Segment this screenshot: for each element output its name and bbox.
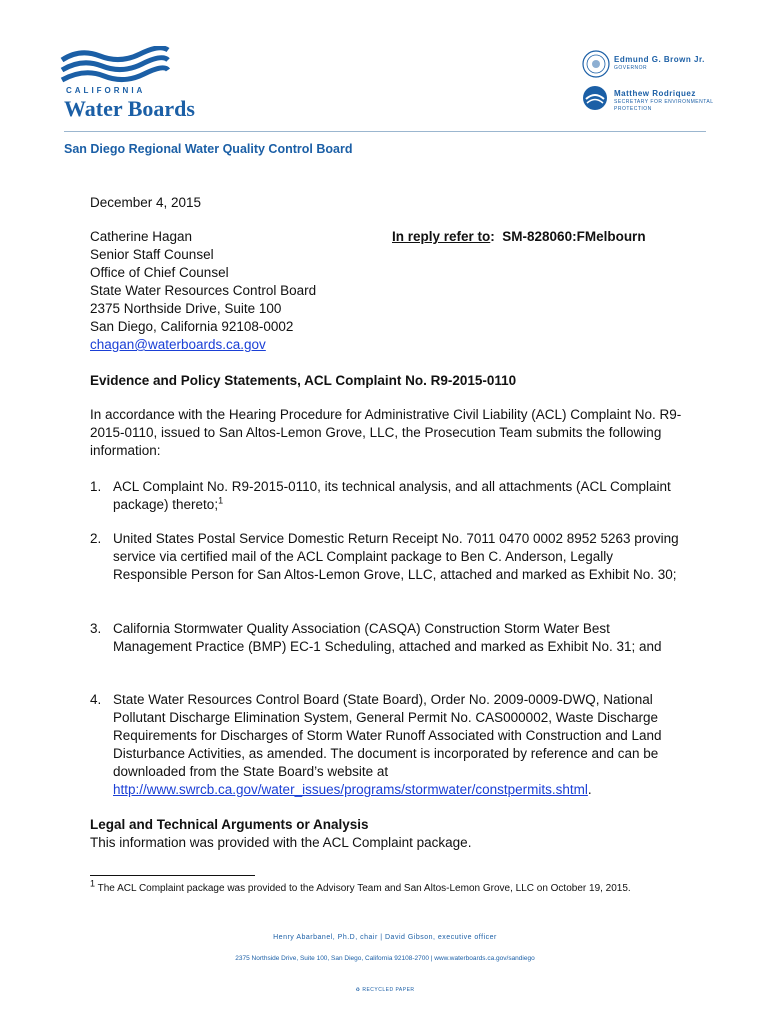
recipient-org: State Water Resources Control Board xyxy=(90,283,317,298)
list-item-text: ACL Complaint No. R9-2015-0110, its technical analysis, and all attachments (ACL Complaint package) thereto; xyxy=(113,479,671,512)
board-name: San Diego Regional Water Quality Control Board xyxy=(64,142,353,156)
secretary-name: Matthew Rodriquez xyxy=(614,89,696,98)
reply-reference: In reply refer to: SM-828060:FMelbourn xyxy=(392,229,646,244)
header-divider xyxy=(64,131,706,132)
permit-website-link[interactable]: http://www.swrcb.ca.gov/water_issues/programs/stormwater/constpermits.shtml xyxy=(113,782,588,797)
recipient-email-link[interactable]: chagan@waterboards.ca.gov xyxy=(90,337,266,352)
legal-heading: Legal and Technical Arguments or Analysis xyxy=(90,817,369,832)
list-item-number: 4. xyxy=(90,692,102,707)
recipient-address xyxy=(90,228,316,354)
footer-officers: Henry Abarbanel, Ph.D, chair | David Gibson, executive officer xyxy=(273,934,497,941)
list-item-text: State Water Resources Control Board (State Board), Order No. 2009-0009-DWQ, National Pollutant Discharge Elimination System, General Permit No. CAS000002, Waste Discharge Requirements for Discharges of Storm Water Runoff Associated with Construction and Land Disturbance Activities, as amended. The document is incorporated by reference and can be downloaded from the State Board’s website at xyxy=(113,692,662,779)
recycled-paper-note xyxy=(0,987,770,993)
logo-name: Water Boards xyxy=(64,96,195,121)
footnote-ref[interactable]: 1 xyxy=(218,495,224,506)
recipient-office: Office of Chief Counsel xyxy=(90,265,229,280)
state-seal-icon xyxy=(582,50,610,78)
list-item-number: 3. xyxy=(90,621,102,636)
list-item-number: 2. xyxy=(90,531,102,546)
footnote xyxy=(90,878,686,896)
footnote-number: 1 xyxy=(90,878,96,889)
legal-body: This information was provided with the ACL Complaint package. xyxy=(90,835,472,850)
letter-subject: Evidence and Policy Statements, ACL Complaint No. R9-2015-0110 xyxy=(90,373,517,388)
recipient-title: Senior Staff Counsel xyxy=(90,247,214,262)
recipient-city: San Diego, California 92108-0002 xyxy=(90,319,294,334)
letter-date: December 4, 2015 xyxy=(90,195,202,210)
footer-address: 2375 Northside Drive, Suite 100, San Diego, California 92108-2700 | www.waterboards.ca.gov/sandiego xyxy=(235,955,535,962)
calepa-logo-icon xyxy=(582,85,608,111)
list-item-text: United States Postal Service Domestic Return Receipt No. 7011 0470 0002 8952 5263 proving service via certified mail of the ACL Complaint package to Ben C. Anderson, Legally Responsible Person for San Altos-Lemon Grove, LLC, attached and marked as Exhibit No. 30; xyxy=(113,531,679,582)
logo-state-text: CALIFORNIA xyxy=(66,86,146,95)
intro-paragraph: In accordance with the Hearing Procedure for Administrative Civil Liability (ACL) Complaint No. R9-2015-0110, issued to San Altos-Lemon Grove, LLC, the Prosecution Team submits the following information: xyxy=(90,407,682,458)
footnote-text: The ACL Complaint package was provided to the Advisory Team and San Altos-Lemon Grove, LLC on October 19, 2015. xyxy=(97,883,631,894)
reply-value: SM-828060:FMelbourn xyxy=(502,229,646,244)
list-item-text: California Stormwater Quality Association (CASQA) Construction Storm Water Best Management Practice (BMP) EC-1 Scheduling, attached and marked as Exhibit No. 31; and xyxy=(113,621,662,654)
governor-name: Edmund G. Brown Jr. xyxy=(614,55,705,64)
water-boards-waves-logo xyxy=(60,46,170,86)
recipient-street: 2375 Northside Drive, Suite 100 xyxy=(90,301,282,316)
recycled-text: RECYCLED PAPER xyxy=(362,987,415,993)
recipient-name: Catherine Hagan xyxy=(90,229,193,244)
reply-label: In reply refer to xyxy=(392,229,491,244)
recycle-icon: ♻ xyxy=(355,987,361,993)
governor-title: GOVERNOR xyxy=(614,65,648,71)
footnote-divider xyxy=(90,875,255,876)
list-item-number: 1. xyxy=(90,479,102,494)
secretary-title: SECRETARY FOR ENVIRONMENTAL PROTECTION xyxy=(614,99,714,112)
